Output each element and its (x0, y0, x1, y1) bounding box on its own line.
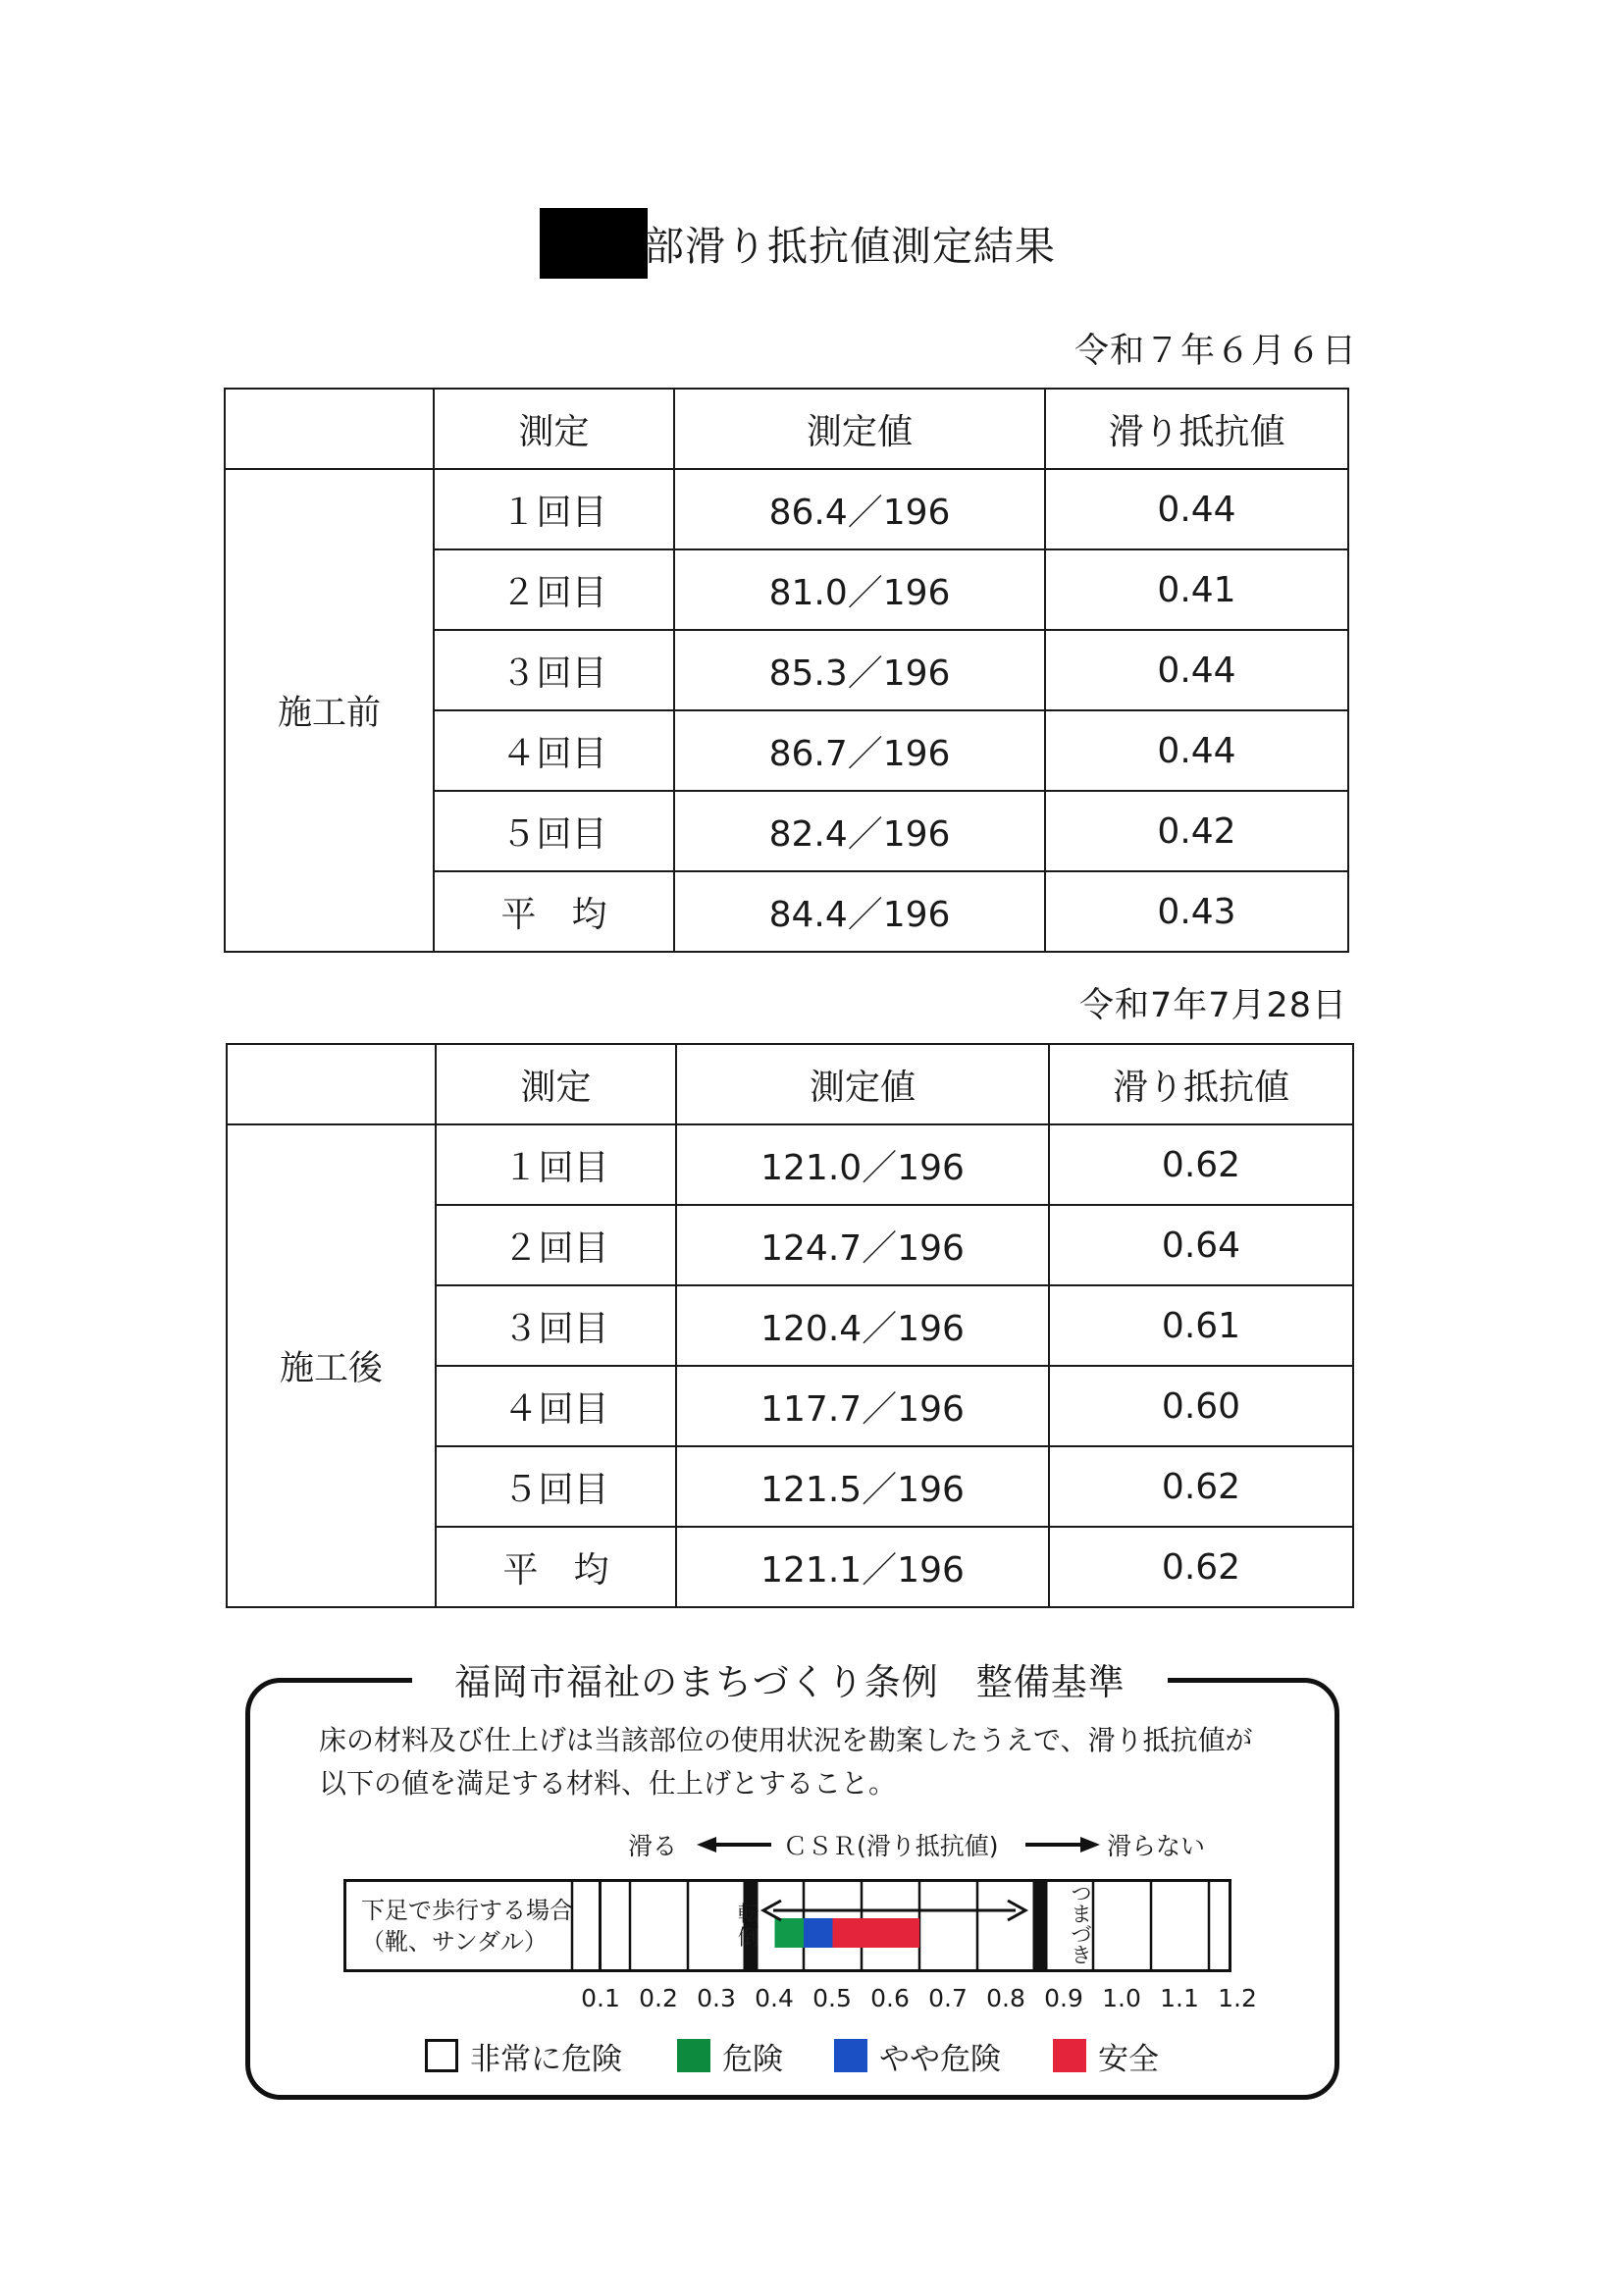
row-label: ３回目 (434, 630, 674, 710)
row-label: ５回目 (436, 1446, 676, 1527)
description-line: 以下の値を満足する材料、仕上げとすること。 (319, 1767, 897, 1800)
legend-label: 安全 (1098, 2041, 1159, 2077)
row-label: ３回目 (436, 1285, 676, 1366)
row-csr: 0.62 (1049, 1527, 1353, 1607)
row-label: ４回目 (436, 1366, 676, 1446)
row-value: 85.3／196 (674, 630, 1045, 710)
header-measure: 測定 (436, 1044, 676, 1124)
tick-label: 0.2 (639, 1984, 678, 2012)
header-csr: 滑り抵抗値 (1045, 389, 1348, 469)
tick-label: 0.8 (986, 1984, 1025, 2012)
tick-label: 0.6 (870, 1984, 910, 2012)
row-csr: 0.44 (1045, 710, 1348, 791)
row-label: ２回目 (434, 549, 674, 630)
row-value: 121.1／196 (676, 1527, 1049, 1607)
phase-label: 施工後 (227, 1124, 436, 1607)
after-date: 令和7年7月28日 (1079, 986, 1348, 1025)
axis-right-label: 滑らない (1107, 1832, 1206, 1860)
tick-label: 0.5 (812, 1984, 852, 2012)
row-csr: 0.62 (1049, 1446, 1353, 1527)
before-date: 令和７年６月６日 (1074, 332, 1358, 371)
row-label-line: 下足で歩行する場合 (361, 1896, 573, 1924)
csr-range-bar (804, 1918, 833, 1948)
row-csr: 0.44 (1045, 630, 1348, 710)
tick-label: 0.1 (581, 1984, 620, 2012)
row-value: 81.0／196 (674, 549, 1045, 630)
tick-label: 0.4 (755, 1984, 794, 2012)
row-label: ２回目 (436, 1205, 676, 1285)
tick-label: 0.7 (928, 1984, 968, 2012)
header-csr: 滑り抵抗値 (1049, 1044, 1353, 1124)
row-csr: 0.44 (1045, 469, 1348, 549)
csr-range-bar (775, 1918, 805, 1948)
row-value: 82.4／196 (674, 791, 1045, 871)
legend-label: やや危険 (879, 2041, 1001, 2077)
row-csr: 0.62 (1049, 1124, 1353, 1205)
row-label: 平 均 (434, 871, 674, 952)
title-text: 部滑り抵抗値測定結果 (644, 223, 1056, 270)
row-label: ５回目 (434, 791, 674, 871)
row-value: 86.7／196 (674, 710, 1045, 791)
fall-label: 転倒 (737, 1903, 759, 1951)
header-value: 測定値 (676, 1044, 1049, 1124)
legend-swatch (425, 2039, 458, 2072)
row-csr: 0.64 (1049, 1205, 1353, 1285)
csr-range-bar (833, 1918, 920, 1948)
trip-boundary-bar (1033, 1882, 1048, 1969)
description-line: 床の材料及び仕上げは当該部位の使用状況を勘案したうえで、滑り抵抗値が (319, 1724, 1253, 1756)
row-csr: 0.60 (1049, 1366, 1353, 1446)
row-value: 124.7／196 (676, 1205, 1049, 1285)
tick-label: 1.1 (1160, 1984, 1199, 2012)
trip-label: つまづき (1071, 1882, 1092, 1967)
tick-label: 1.2 (1218, 1984, 1257, 2012)
legend-item (834, 2036, 1001, 2075)
row-csr: 0.41 (1045, 549, 1348, 630)
row-value: 120.4／196 (676, 1285, 1049, 1366)
row-value: 84.4／196 (674, 871, 1045, 952)
row-label-line: （靴、サンダル） (361, 1927, 548, 1956)
legend-item (425, 2036, 622, 2075)
row-label: ４回目 (434, 710, 674, 791)
legend-item (1053, 2036, 1159, 2075)
tick-label: 0.3 (697, 1984, 736, 2012)
standard-title: 福岡市福祉のまちづくり条例 整備基準 (412, 1658, 1168, 1707)
axis-left-label: 滑る (628, 1832, 678, 1860)
tick-label: 0.9 (1044, 1984, 1083, 2012)
axis-center-label: ＣＳＲ(滑り抵抗値) (783, 1832, 999, 1860)
legend-label: 危険 (722, 2041, 783, 2077)
row-csr: 0.61 (1049, 1285, 1353, 1366)
legend-swatch (834, 2039, 867, 2072)
header-value: 測定値 (674, 389, 1045, 469)
legend-item (677, 2036, 783, 2075)
tick-label: 1.0 (1102, 1984, 1141, 2012)
row-value: 121.5／196 (676, 1446, 1049, 1527)
legend-swatch (677, 2039, 710, 2072)
row-csr: 0.42 (1045, 791, 1348, 871)
row-value: 117.7／196 (676, 1366, 1049, 1446)
row-label: １回目 (434, 469, 674, 549)
header-measure: 測定 (434, 389, 674, 469)
legend-swatch (1053, 2039, 1086, 2072)
row-label: 平 均 (436, 1527, 676, 1607)
row-value: 86.4／196 (674, 469, 1045, 549)
phase-label: 施工前 (225, 469, 434, 952)
row-csr: 0.43 (1045, 871, 1348, 952)
row-value: 121.0／196 (676, 1124, 1049, 1205)
legend-label: 非常に危険 (470, 2041, 622, 2077)
row-label: １回目 (436, 1124, 676, 1205)
